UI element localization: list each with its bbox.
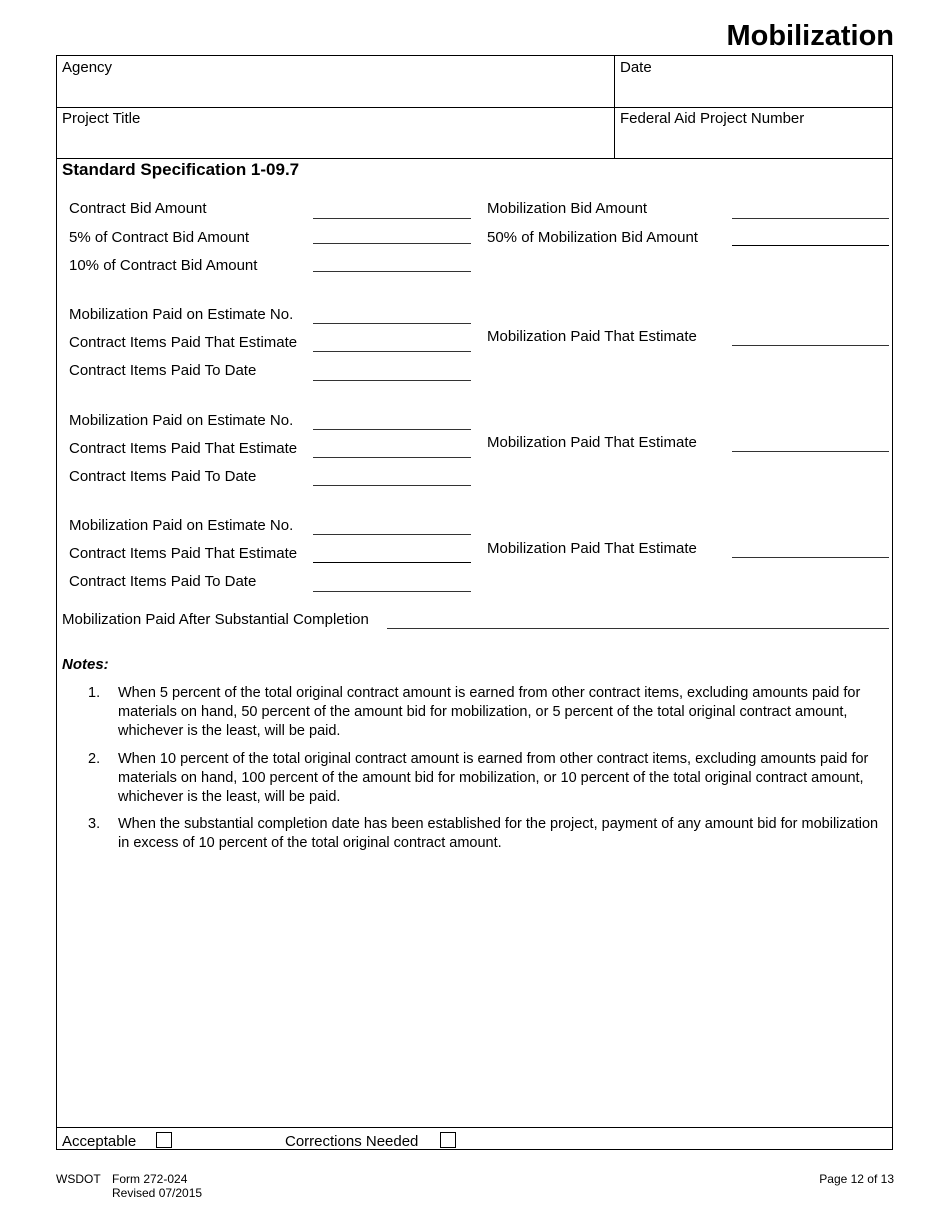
acceptable-label: Acceptable: [62, 1133, 137, 1150]
mob-paid-that-estimate-label: Mobilization Paid That Estimate: [487, 434, 697, 451]
project-title-field[interactable]: [57, 129, 613, 157]
notes-title: Notes:: [62, 656, 109, 673]
project-title-label: Project Title: [62, 110, 141, 127]
header-divider: [56, 107, 893, 108]
mob-paid-that-estimate-field[interactable]: [732, 451, 889, 452]
items-to-date-field[interactable]: [313, 380, 471, 381]
date-label: Date: [620, 59, 652, 76]
after-completion-field[interactable]: [387, 628, 889, 629]
note-text: When 5 percent of the total original contract amount is earned from other contract items, excluding amounts paid for materials on hand, 50 percent of the amount bid for mobilization, or 5 percent of the total original contract amount, whichever is the least, will be paid.: [118, 685, 861, 739]
items-to-date-label: Contract Items Paid To Date: [69, 573, 257, 590]
mob-paid-that-estimate-field[interactable]: [732, 345, 889, 346]
paid-on-estimate-field[interactable]: [313, 534, 471, 535]
mob-bid-label: Mobilization Bid Amount: [487, 200, 648, 217]
items-that-estimate-label: Contract Items Paid That Estimate: [69, 440, 298, 457]
items-to-date-field[interactable]: [313, 485, 471, 486]
items-to-date-label: Contract Items Paid To Date: [69, 468, 257, 485]
note-number: 3.: [88, 816, 101, 832]
paid-on-estimate-label: Mobilization Paid on Estimate No.: [69, 517, 294, 534]
items-to-date-label: Contract Items Paid To Date: [69, 362, 257, 379]
note-text: When the substantial completion date has been established for the project, payment of any amount bid for mobilization in excess of 10 percent of the total original contract amount.: [118, 816, 879, 851]
corrections-checkbox[interactable]: [440, 1132, 456, 1148]
corrections-label: Corrections Needed: [285, 1133, 419, 1150]
header-divider: [56, 158, 893, 159]
date-field[interactable]: [615, 78, 891, 106]
mob-paid-that-estimate-label: Mobilization Paid That Estimate: [487, 328, 697, 345]
footer-agency: WSDOT: [56, 1172, 101, 1186]
items-that-estimate-field[interactable]: [313, 457, 471, 458]
footer-page-number: Page 12 of 13: [819, 1172, 894, 1186]
agency-label: Agency: [62, 59, 113, 76]
paid-on-estimate-label: Mobilization Paid on Estimate No.: [69, 306, 294, 323]
ten-pct-field[interactable]: [313, 271, 471, 272]
contract-bid-field[interactable]: [313, 218, 471, 219]
page-title: Mobilization: [726, 20, 894, 52]
spec-heading: Standard Specification 1-09.7: [62, 160, 300, 179]
note-text: When 10 percent of the total original contract amount is earned from other contract items, excluding amounts paid for materials on hand, 100 percent of the amount bid for mobilization, or 10 percent of the total original contract amount, whichever is the least, will be paid.: [118, 751, 869, 805]
contract-bid-label: Contract Bid Amount: [69, 200, 207, 217]
fifty-pct-field[interactable]: [732, 245, 889, 246]
note-number: 1.: [88, 685, 101, 701]
federal-aid-label: Federal Aid Project Number: [620, 110, 805, 127]
federal-aid-field[interactable]: [615, 129, 891, 157]
acceptable-checkbox[interactable]: [156, 1132, 172, 1148]
items-that-estimate-field[interactable]: [313, 562, 471, 563]
items-that-estimate-label: Contract Items Paid That Estimate: [69, 545, 298, 562]
items-that-estimate-field[interactable]: [313, 351, 471, 352]
ten-pct-label: 10% of Contract Bid Amount: [69, 257, 258, 274]
items-that-estimate-label: Contract Items Paid That Estimate: [69, 334, 298, 351]
fifty-pct-label: 50% of Mobilization Bid Amount: [487, 229, 698, 246]
five-pct-label: 5% of Contract Bid Amount: [69, 229, 250, 246]
mob-bid-field[interactable]: [732, 218, 889, 219]
mob-paid-that-estimate-label: Mobilization Paid That Estimate: [487, 540, 697, 557]
paid-on-estimate-field[interactable]: [313, 323, 471, 324]
checkbox-row-divider: [56, 1127, 893, 1128]
mob-paid-that-estimate-field[interactable]: [732, 557, 889, 558]
five-pct-field[interactable]: [313, 243, 471, 244]
form-frame: [56, 55, 893, 1150]
agency-field[interactable]: [57, 78, 613, 106]
paid-on-estimate-field[interactable]: [313, 429, 471, 430]
footer-form-number: Form 272-024: [112, 1172, 188, 1186]
paid-on-estimate-label: Mobilization Paid on Estimate No.: [69, 412, 294, 429]
items-to-date-field[interactable]: [313, 591, 471, 592]
after-completion-label: Mobilization Paid After Substantial Completion: [62, 611, 369, 628]
footer-revised: Revised 07/2015: [112, 1186, 203, 1200]
note-number: 2.: [88, 751, 101, 767]
